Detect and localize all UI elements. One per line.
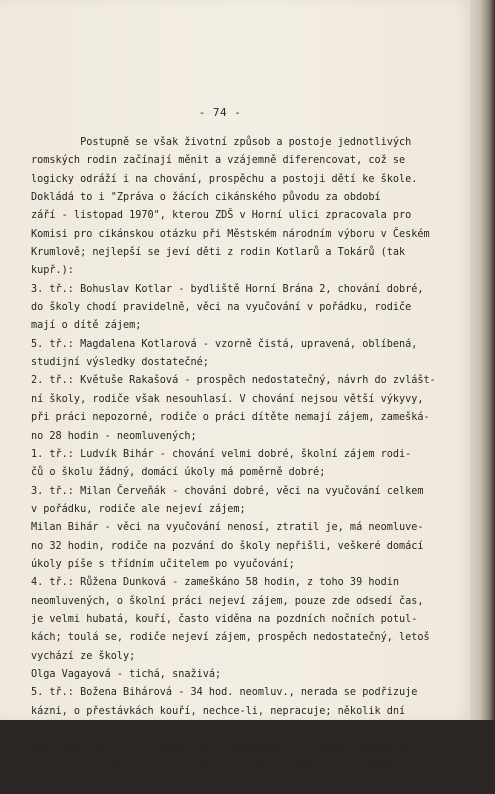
- text-line: Milan Bihár - věci na vyučování nenosí, ztratil je, má neomluve-: [31, 522, 424, 534]
- text-line: studijní výsledky dostatečné;: [31, 357, 209, 369]
- text-line: logicky odráží i na chování, prospěchu a postoji dětí ke škole.: [31, 173, 418, 185]
- text-line: Krumlově; nejlepší se jeví děti z rodin Kotlarů a Tokárů (tak: [31, 247, 406, 259]
- text-line: září - listopad 1970", kterou ZDŠ v Horní ulici zpracovala pro: [31, 210, 412, 222]
- text-line: 3. tř.: Milan Červeňák - chování dobré, věci na vyučování celkem: [31, 485, 424, 497]
- text-line: ní školy, rodiče však nesouhlasí. V chování nejsou větší výkyvy,: [31, 393, 424, 405]
- text-line: mají o dítě zájem;: [31, 320, 142, 332]
- text-line: vychází ze školy;: [31, 650, 136, 662]
- text-line: 5. tř.: Božena Bihárová - 34 hod. neomluv., nerada se podřizuje: [31, 687, 418, 699]
- text-line: 4. tř. - navštěvují spolu večerní filmová představení; bývá: [31, 760, 393, 772]
- text-line: v pořádku, rodiče ale nejeví zájem;: [31, 503, 246, 515]
- text-line: no 32 hodin, rodiče na pozvání do školy nepřišli, veškeré domácí: [31, 540, 424, 552]
- text-line: Komisi pro cikánskou otázku při Městském národním výboru v Českém: [31, 228, 430, 240]
- text-line: do školy chodí pravidelně, věci na vyučování v pořádku, rodiče: [31, 302, 412, 314]
- body-text: [31, 134, 451, 794]
- text-line: no 28 hodin - neomluvených;: [31, 430, 197, 442]
- text-line: je velmi hubatá, kouří, často viděna na pozdních nočních potul-: [31, 613, 418, 625]
- page-number: - 74 -: [198, 106, 242, 119]
- text-line: píše neuhledně jen tužkou; její kamarádka je Růžena Dunková ze: [31, 742, 412, 754]
- text-line: 5. tř.: Magdalena Kotlarová - vzorně čistá, upravená, oblíbená,: [31, 338, 418, 350]
- text-line: 1. tř.: Ludvík Bihár - chování velmi dobré, školní zájem rodi-: [31, 448, 412, 460]
- text-line: romských rodin začínají měnit a vzájemně diferencovat, což se: [31, 155, 406, 167]
- text-line: 2. tř.: Květuše Rakašová - prospěch nedostatečný, návrh do zvlášt-: [31, 375, 436, 387]
- text-line: Dokládá to i "Zpráva o žácích cikánského původu za období: [31, 192, 381, 204]
- text-line: čů o školu žádný, domácí úkoly má poměrně dobré;: [31, 467, 326, 479]
- text-line: kupř.):: [31, 265, 74, 277]
- text-line: 4. tř.: Růžena Dunková - zameškáno 58 hodin, z toho 39 hodin: [31, 577, 400, 589]
- text-line: úkoly píše s třídním učitelem po vyučování;: [31, 558, 295, 570]
- text-line: při práci nepozorné, rodiče o práci dítěte nemají zájem, zamešká-: [31, 412, 430, 424]
- text-line: Postupně se však životní způsob a postoje jednotlivých: [31, 137, 412, 148]
- text-line: nenosila do školy aktovku s učebními pomůckami; v současné době: [31, 724, 418, 735]
- text-line: kách; toulá se, rodiče nejeví zájem, prospěch nedostatečný, letoš: [31, 632, 430, 644]
- text-line: kázni, o přestávkách kouří, nechce-li, nepracuje; několik dní: [31, 705, 406, 717]
- text-line: i přes noc mimo domov, po přestávkách se někdy nevrací do školy,: [31, 779, 424, 791]
- page-edge-shadow: [470, 0, 495, 720]
- text-line: Olga Vagayová - tichá, snaživá;: [31, 668, 222, 680]
- text-line: 3. tř.: Bohuslav Kotlar - bydliště Horní Brána 2, chování dobré,: [31, 283, 424, 295]
- text-line: neomluvených, o školní práci nejeví zájem, pouze zde odsedí čas,: [31, 595, 424, 607]
